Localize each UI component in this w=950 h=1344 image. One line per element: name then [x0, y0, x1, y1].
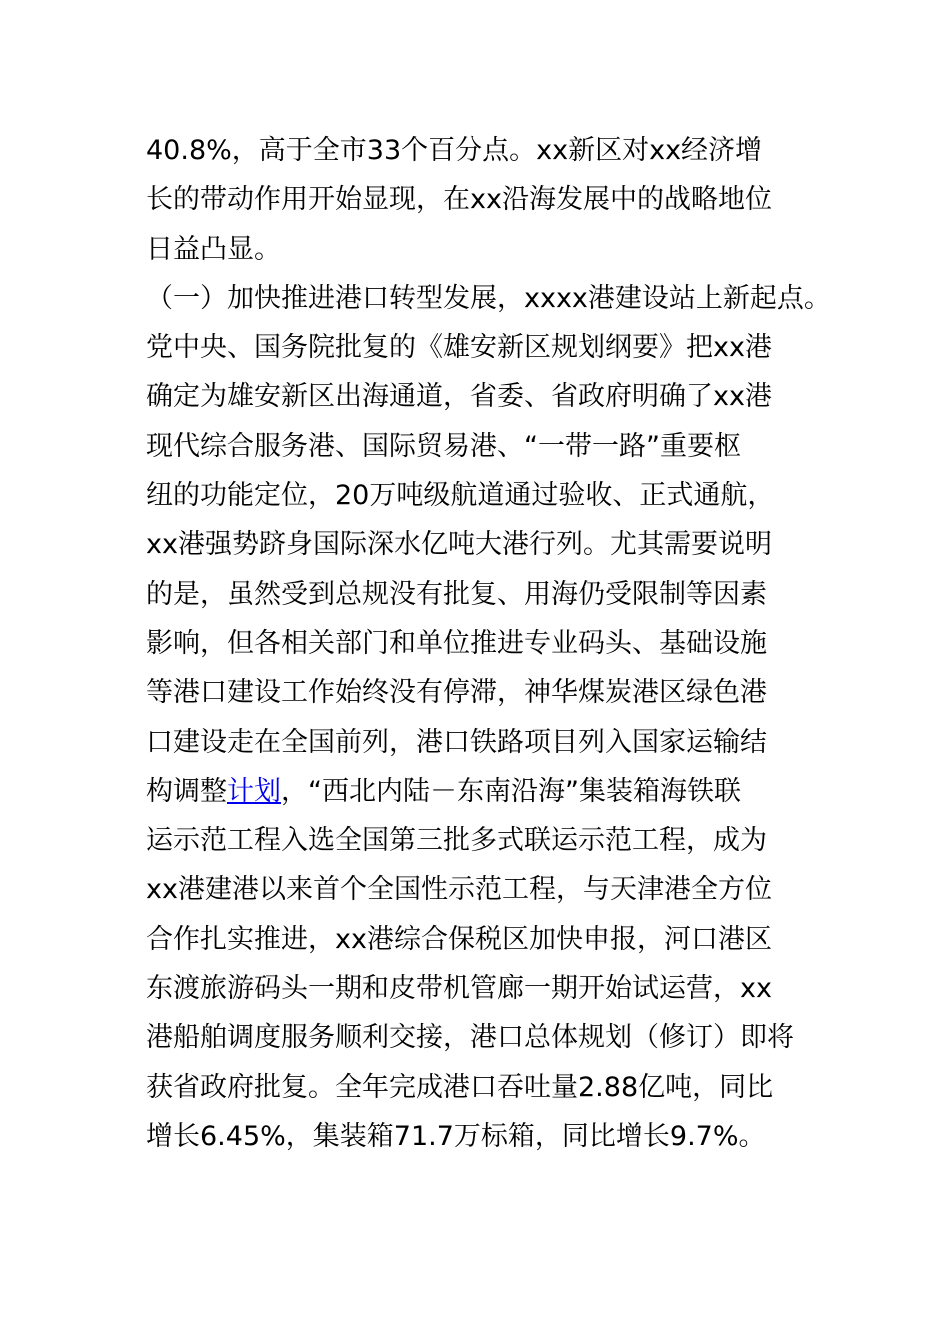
- text-line: 合作扎实推进，xx港综合保税区加快申报，河口港区: [146, 923, 772, 955]
- text-line: 获省政府批复。全年完成港口吞吐量2.88亿吨，同比: [146, 1071, 774, 1103]
- text-line: 港船舶调度服务顺利交接，港口总体规划（修订）即将: [146, 1022, 794, 1054]
- text-line: 增长6.45%，集装箱71.7万标箱，同比增长9.7%。: [146, 1120, 766, 1152]
- text-line: 东渡旅游码头一期和皮带机管廊一期开始试运营，xx: [146, 973, 772, 1005]
- text-line: 现代综合服务港、国际贸易港、“一带一路”重要枢: [146, 430, 741, 462]
- text-line: xx港强势跻身国际深水亿吨大港行列。尤其需要说明: [146, 529, 772, 561]
- text-line: 影响，但各相关部门和单位推进专业码头、基础设施: [146, 627, 767, 659]
- text-line: 的是，虽然受到总规没有批复、用海仍受限制等因素: [146, 578, 767, 610]
- text-line: 等港口建设工作始终没有停滞，神华煤炭港区绿色港: [146, 677, 767, 709]
- text-line: 口建设走在全国前列，港口铁路项目列入国家运输结: [146, 726, 767, 758]
- text-line: xx港建港以来首个全国性示范工程，与天津港全方位: [146, 874, 772, 906]
- text-line: 纽的功能定位，20万吨级航道通过验收、正式通航，: [146, 480, 775, 512]
- body-text: [146, 126, 831, 1161]
- text-line: 日益凸显。: [146, 233, 281, 265]
- section-heading-line: （一）加快推进港口转型发展，xxxx港建设站上新起点。: [146, 282, 831, 314]
- line-prefix: 构调整: [146, 775, 227, 807]
- text-line: 确定为雄安新区出海通道，省委、省政府明确了xx港: [146, 381, 772, 413]
- text-line: 40.8%，高于全市33个百分点。xx新区对xx经济增: [146, 135, 763, 166]
- text-line: 党中央、国务院批复的《雄安新区规划纲要》把xx港: [146, 332, 772, 364]
- text-line-with-link: [146, 767, 816, 816]
- text-line: 长的带动作用开始显现，在xx沿海发展中的战略地位: [146, 184, 772, 216]
- plan-link[interactable]: 计划: [227, 775, 281, 807]
- text-line: 运示范工程入选全国第三批多式联运示范工程，成为: [146, 825, 767, 857]
- line-suffix: ，“西北内陆－东南沿海”集装箱海铁联: [281, 775, 741, 807]
